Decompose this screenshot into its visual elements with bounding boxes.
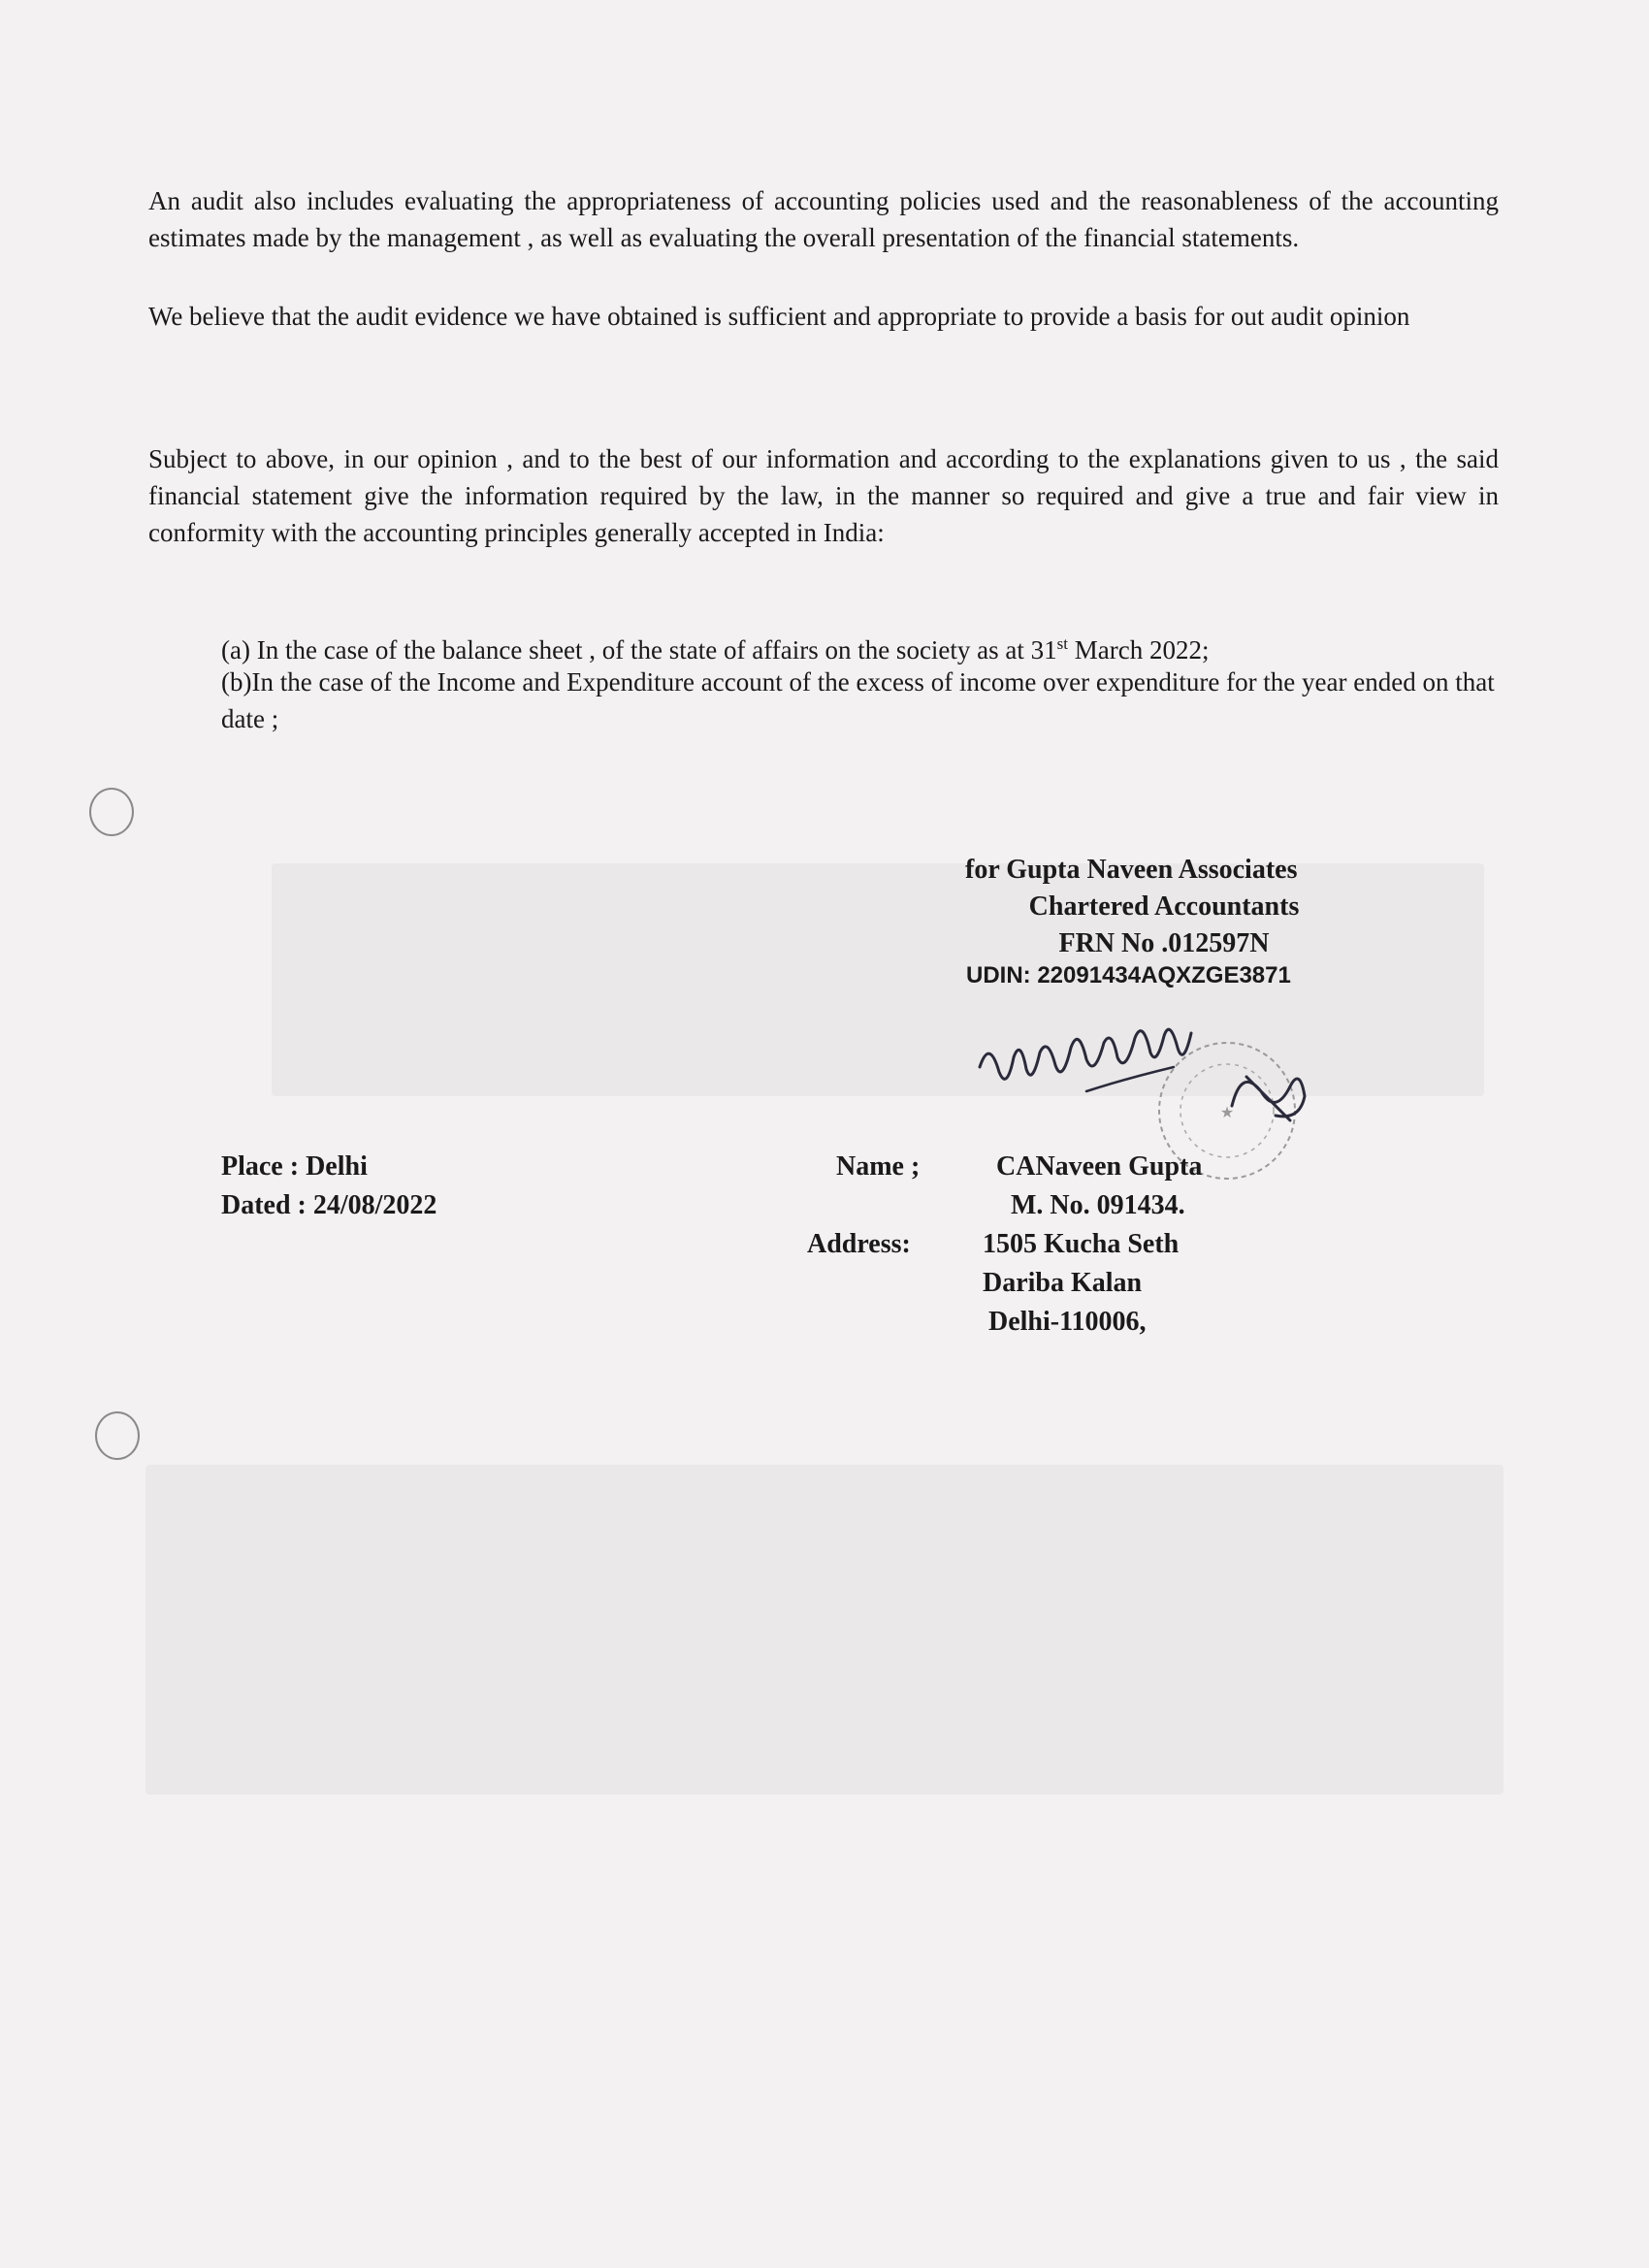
paragraph-audit-evaluation: An audit also includes evaluating the appropriateness of accounting policies used and the reasonableness of the accounting estimates made by the management , as well as evaluating the overall presentation of the financial statements. — [148, 186, 1499, 252]
address-line-3: Delhi-110006, — [988, 1307, 1147, 1337]
item-a-superscript: st — [1056, 634, 1068, 653]
name-label: Name ; — [836, 1151, 921, 1182]
punch-hole-icon — [89, 788, 134, 836]
paragraph-audit-evidence: We believe that the audit evidence we have obtained is sufficient and appropriate to provide a basis for out audit opinion — [148, 302, 1410, 331]
membership-number: M. No. 091434. — [1011, 1190, 1185, 1220]
firm-designation: Chartered Accountants — [1028, 891, 1300, 922]
svg-text:★: ★ — [1219, 1103, 1235, 1121]
udin-number: UDIN: 22091434AQXZGE3871 — [966, 962, 1291, 988]
address-label: Address: — [807, 1229, 911, 1259]
paragraph-opinion: Subject to above, in our opinion , and to the best of our information and according to the explanations given to us , the said financial statement give the information required by the law, in the manner so required and give a true and fair view in conformity with the accounting principles generally accepted in India: — [148, 444, 1499, 547]
item-a-text: (a) In the case of the balance sheet , of the state of affairs on the society as at 31 — [221, 635, 1057, 664]
opinion-item-b: (b)In the case of the Income and Expenditure account of the excess of income over expenditure for the year ended on that date ; — [221, 667, 1495, 733]
firm-block — [965, 852, 1363, 962]
firm-for-line: for Gupta Naveen Associates — [965, 855, 1298, 885]
dated-field: Dated : 24/08/2022 — [221, 1190, 437, 1220]
address-line-2: Dariba Kalan — [983, 1268, 1143, 1298]
punch-hole-icon — [95, 1411, 140, 1460]
firm-frn: FRN No .012597N — [1058, 928, 1270, 958]
address-line-1: 1505 Kucha Seth — [983, 1229, 1180, 1259]
bleed-through-artifact — [146, 1465, 1504, 1795]
place-field: Place : Delhi — [221, 1151, 368, 1182]
opinion-item-a — [221, 626, 1499, 668]
name-value: CANaveen Gupta — [996, 1151, 1203, 1182]
handwritten-signature-icon — [970, 999, 1319, 1145]
item-a-text-end: March 2022; — [1067, 635, 1210, 664]
